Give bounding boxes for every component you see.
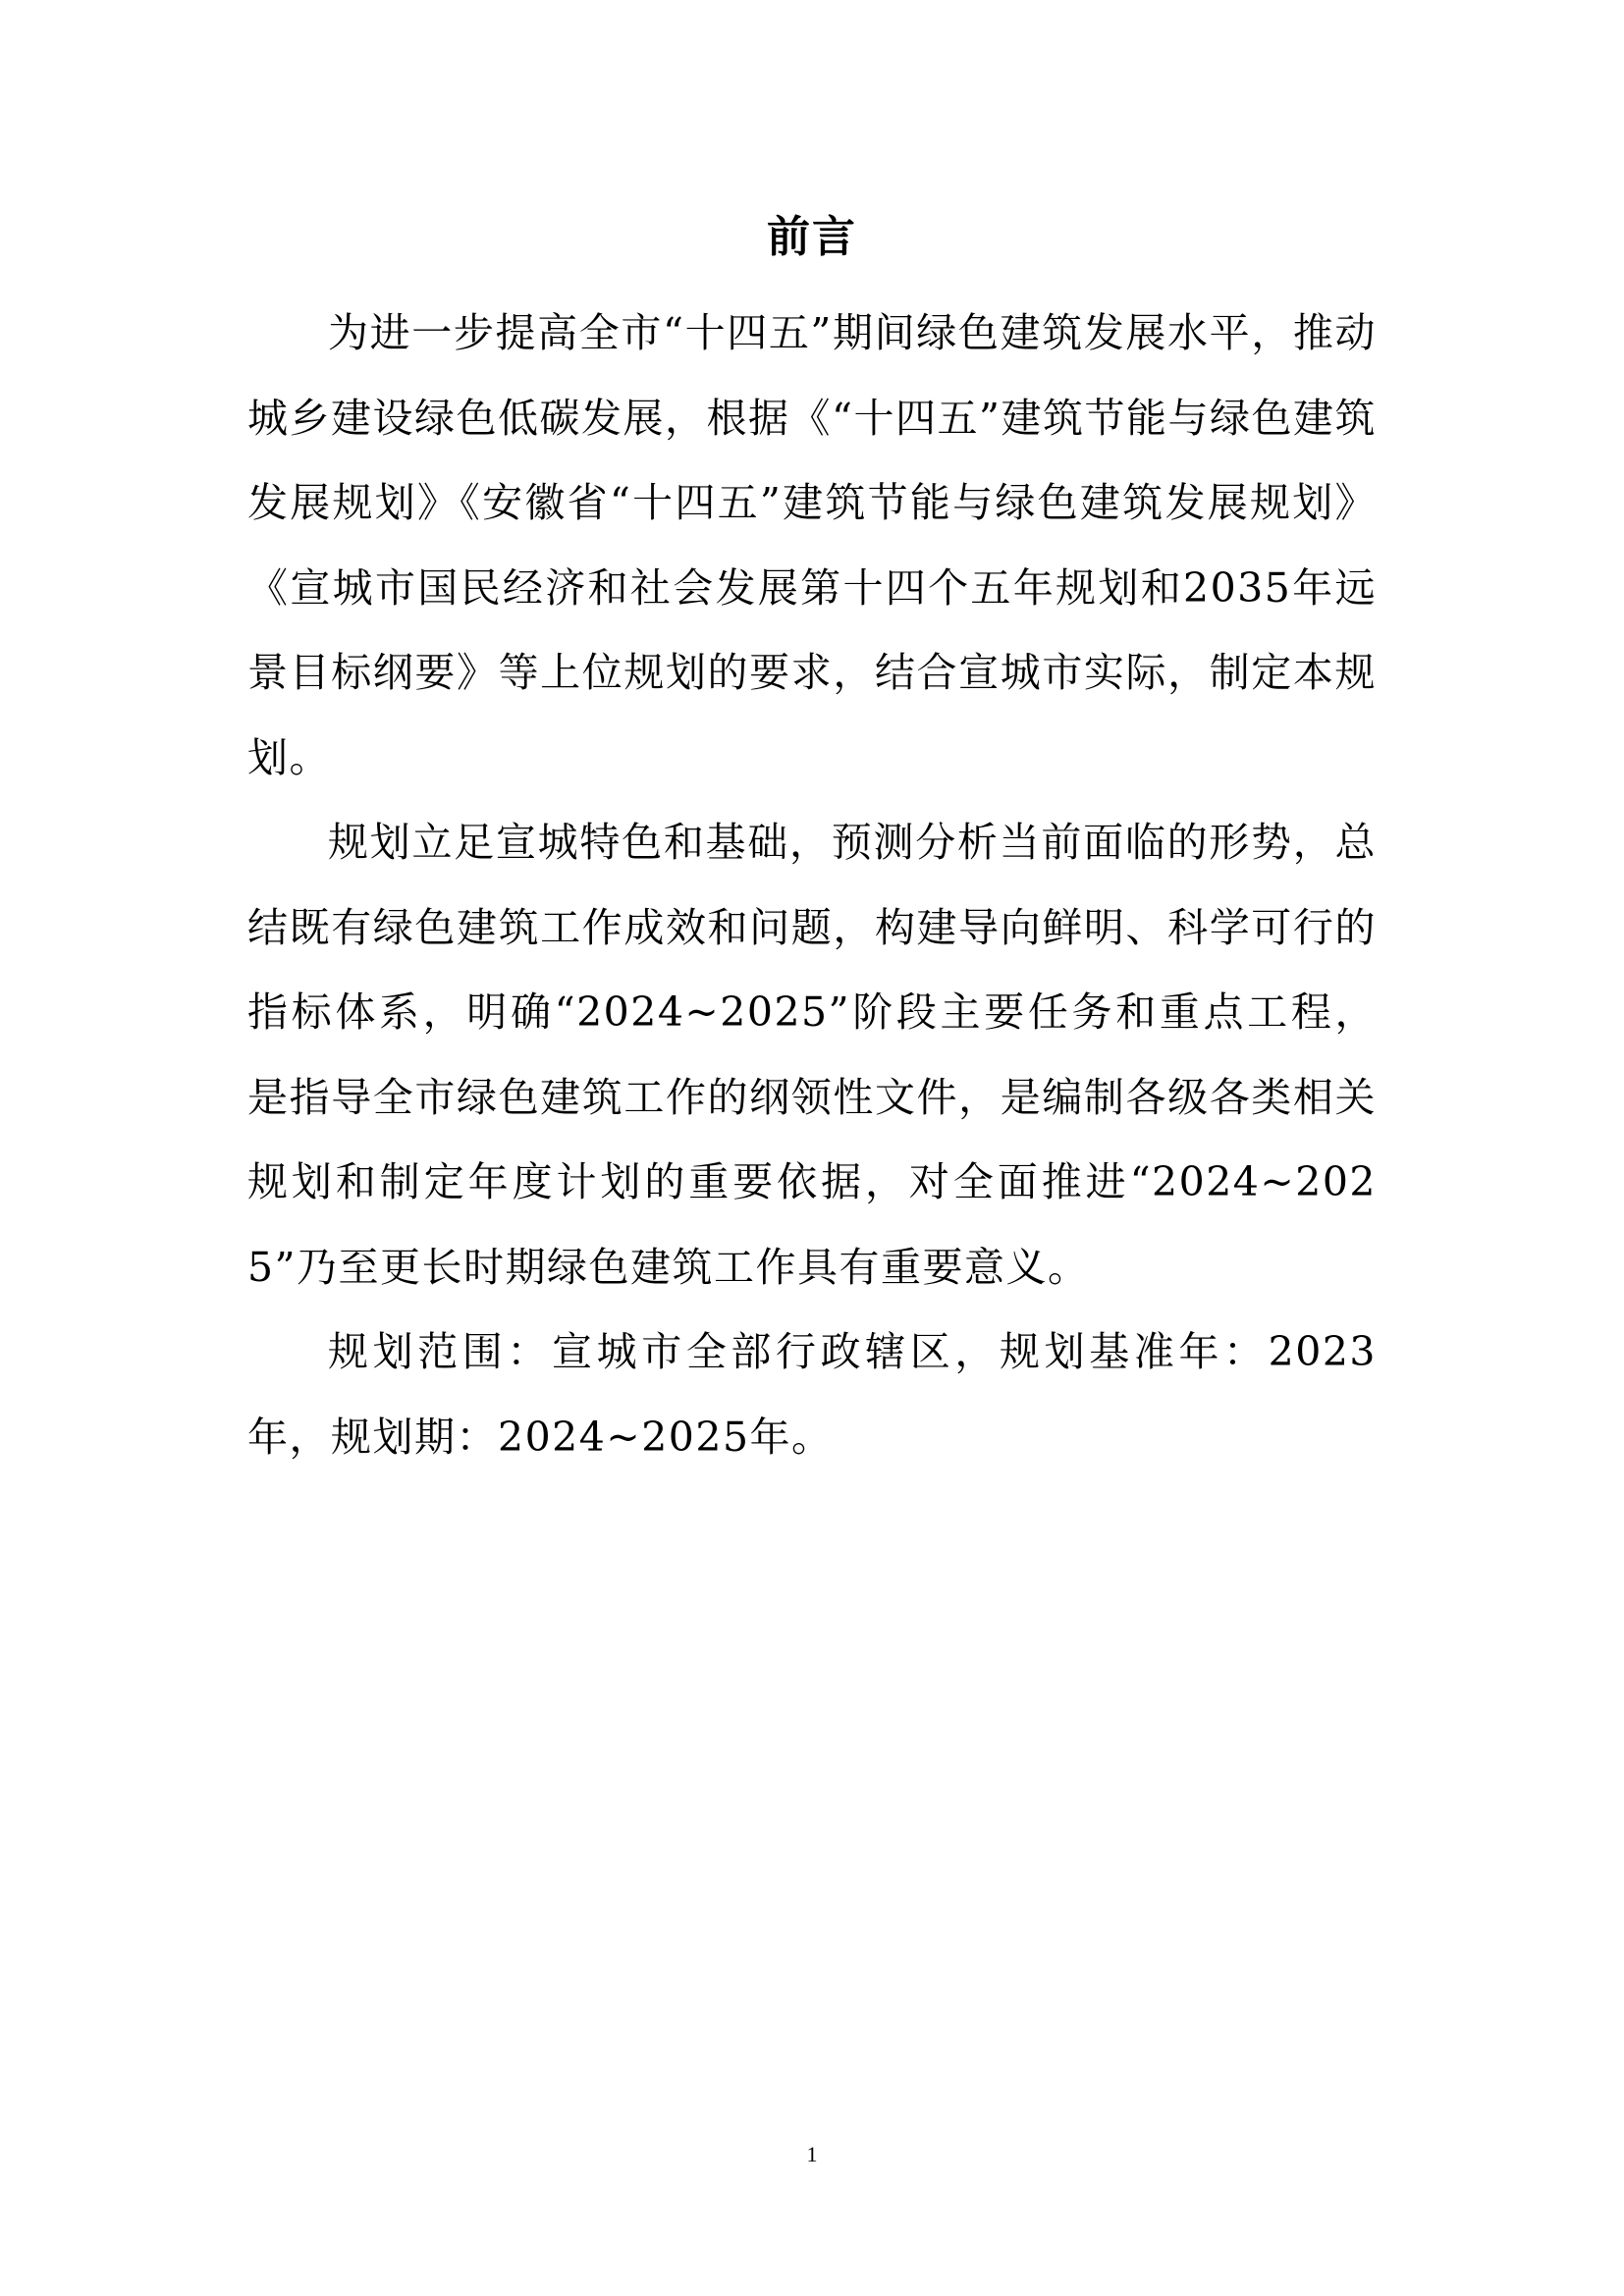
- paragraph-1: 为进一步提高全市“十四五”期间绿色建筑发展水平，推动城乡建设绿色低碳发展，根据《“十四五”建筑节能与绿色建筑发展规划》《安徽省“十四五”建筑节能与绿色建筑发展规划》《宣城市国民经济和社会发展第十四个五年规划和2035年远景目标纲要》等上位规划的要求，结合宣城市实际，制定本规划。: [247, 309, 1377, 781]
- page-number: 1: [806, 2142, 818, 2166]
- paragraph-3: 规划范围：宣城市全部行政辖区，规划基准年：2023年，规划期：2024~2025年。: [247, 1328, 1377, 1461]
- body-text: [247, 291, 1377, 1479]
- paragraph-2: 规划立足宣城特色和基础，预测分析当前面临的形势，总结既有绿色建筑工作成效和问题，构建导向鲜明、科学可行的指标体系，明确“2024~2025”阶段主要任务和重点工程，是指导全市绿色建筑工作的纲领性文件，是编制各级各类相关规划和制定年度计划的重要依据，对全面推进“2024~2025”乃至更长时期绿色建筑工作具有重要意义。: [247, 819, 1377, 1291]
- page-title: 前言: [767, 212, 857, 262]
